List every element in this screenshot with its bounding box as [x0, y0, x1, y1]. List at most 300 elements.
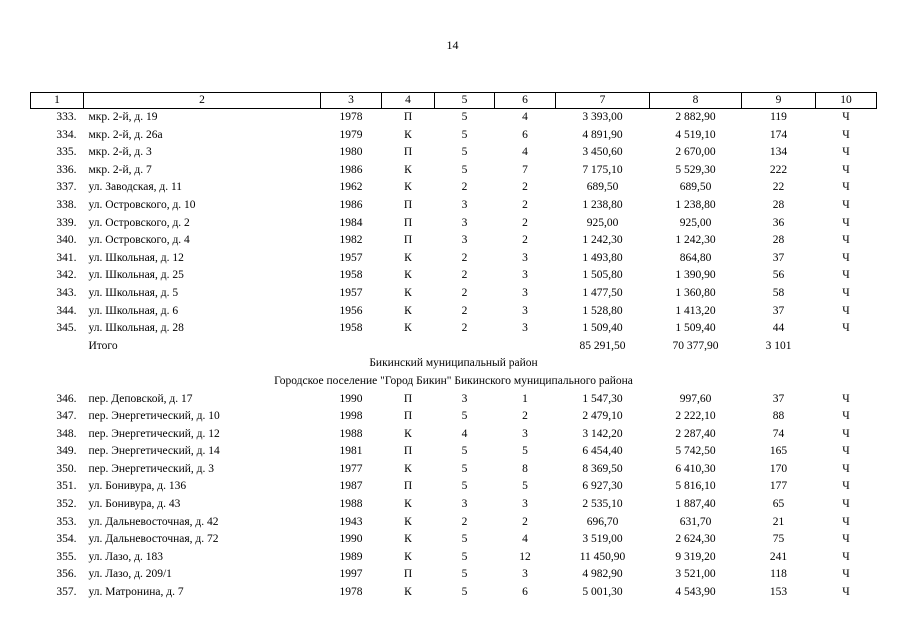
- row-address: пер. Деповской, д. 17: [88, 392, 193, 405]
- row-total-area: 3 142,20: [582, 427, 623, 440]
- row-number: 341.: [56, 251, 77, 264]
- row-entrances: 3: [522, 322, 528, 335]
- row-address: мкр. 2-й, д. 7: [88, 163, 152, 176]
- row-address: пер. Энергетический, д. 3: [88, 462, 214, 475]
- row-floors: 2: [461, 181, 468, 194]
- column-number-header: [31, 93, 877, 109]
- row-residents: 170: [769, 462, 788, 475]
- row-entrances: 6: [522, 128, 528, 141]
- row-floors: 5: [461, 533, 468, 546]
- table-row: [31, 461, 877, 479]
- row-floors: 2: [461, 251, 468, 264]
- row-residents: 21: [772, 515, 785, 528]
- row-wall-material: К: [404, 427, 412, 440]
- header-col-6: 6: [495, 93, 556, 109]
- row-year-built: 1986: [339, 198, 363, 211]
- row-number: 352.: [56, 498, 77, 511]
- row-address: ул. Лазо, д. 209/1: [88, 568, 172, 581]
- row-floors: 2: [461, 304, 468, 317]
- row-year-built: 1956: [339, 304, 363, 317]
- row-living-area: 5 742,50: [675, 445, 716, 458]
- row-wall-material: К: [404, 304, 412, 317]
- row-floors: 5: [461, 163, 468, 176]
- total-row: [31, 338, 877, 356]
- row-total-area: 6 454,40: [582, 445, 623, 458]
- row-residents: 56: [772, 269, 785, 282]
- row-total-area: 7 175,10: [582, 163, 623, 176]
- table-row: [31, 549, 877, 567]
- table-body-previous-district: [31, 109, 877, 338]
- row-year-built: 1958: [339, 269, 363, 282]
- row-type-code: Ч: [842, 427, 850, 440]
- row-living-area: 1 413,20: [675, 304, 716, 317]
- row-residents: 119: [770, 111, 787, 123]
- table-row: [31, 215, 877, 233]
- table-row: [31, 285, 877, 303]
- row-residents: 44: [772, 322, 785, 335]
- row-total-area: 1 528,80: [582, 304, 623, 317]
- row-year-built: 1987: [339, 480, 363, 493]
- row-number: 351.: [56, 480, 77, 493]
- row-living-area: 1 238,80: [675, 198, 716, 211]
- row-total-area: 11 450,90: [579, 550, 626, 563]
- row-address: ул. Школьная, д. 28: [88, 322, 184, 335]
- row-living-area: 1 887,40: [675, 498, 716, 511]
- district-title-row: [31, 355, 877, 373]
- row-wall-material: П: [403, 480, 413, 493]
- row-year-built: 1979: [339, 128, 363, 141]
- row-address: пер. Энергетический, д. 12: [88, 427, 220, 440]
- row-floors: 3: [461, 198, 468, 211]
- table-body-bikin-district: [31, 391, 877, 602]
- header-col-10: 10: [816, 93, 877, 109]
- row-entrances: 5: [522, 445, 528, 458]
- row-number: 356.: [56, 568, 77, 581]
- row-number: 354.: [56, 533, 77, 546]
- row-number: 335.: [56, 146, 77, 159]
- header-col-4: 4: [382, 93, 435, 109]
- row-number: 344.: [56, 304, 77, 317]
- table-row: [31, 514, 877, 532]
- row-year-built: 1962: [339, 181, 363, 194]
- row-wall-material: К: [404, 533, 412, 546]
- row-residents: 88: [772, 410, 785, 423]
- row-floors: 2: [461, 322, 468, 335]
- header-col-7: 7: [556, 93, 650, 109]
- row-type-code: Ч: [842, 322, 850, 335]
- row-total-area: 8 369,50: [582, 462, 623, 475]
- row-entrances: 7: [522, 163, 528, 176]
- row-entrances: 3: [522, 269, 528, 282]
- row-entrances: 4: [522, 533, 528, 546]
- row-number: 338.: [56, 198, 77, 211]
- row-residents: 165: [769, 445, 788, 458]
- row-residents: 28: [772, 198, 785, 211]
- row-total-area: 2 535,10: [582, 498, 623, 511]
- row-type-code: Ч: [842, 234, 850, 247]
- row-year-built: 1990: [339, 533, 363, 546]
- row-address: ул. Дальневосточная, д. 72: [88, 533, 219, 546]
- row-floors: 5: [461, 128, 468, 141]
- row-year-built: 1981: [339, 445, 363, 458]
- row-total-area: 3 450,60: [582, 146, 623, 159]
- table-row: [31, 144, 877, 162]
- row-living-area: 864,80: [679, 251, 712, 264]
- row-wall-material: К: [404, 322, 412, 335]
- row-wall-material: П: [403, 234, 413, 247]
- header-col-2: 2: [84, 93, 321, 109]
- row-entrances: 6: [522, 586, 528, 599]
- row-wall-material: П: [403, 445, 413, 458]
- row-entrances: 2: [522, 410, 528, 423]
- row-living-area: 631,70: [679, 515, 712, 528]
- row-number: 348.: [56, 427, 77, 440]
- table-row: [31, 496, 877, 514]
- table-row: [31, 109, 877, 127]
- row-living-area: 2 670,00: [675, 146, 716, 159]
- row-address: мкр. 2-й, д. 19: [88, 111, 158, 123]
- row-address: ул. Школьная, д. 5: [88, 286, 179, 299]
- row-living-area: 2 624,30: [675, 533, 716, 546]
- row-number: 355.: [56, 550, 77, 563]
- table-row: [31, 267, 877, 285]
- row-wall-material: П: [403, 146, 413, 159]
- total-empty-cell: [435, 338, 495, 356]
- row-total-area: 696,70: [586, 515, 619, 528]
- row-floors: 3: [461, 392, 468, 405]
- row-living-area: 5 816,10: [675, 480, 716, 493]
- row-entrances: 2: [522, 515, 528, 528]
- row-residents: 37: [772, 304, 785, 317]
- row-entrances: 4: [522, 146, 528, 159]
- row-year-built: 1984: [339, 216, 363, 229]
- row-total-area: 6 927,30: [582, 480, 623, 493]
- row-total-area: 3 519,00: [582, 533, 623, 546]
- total-empty-cell: [816, 338, 877, 356]
- row-type-code: Ч: [842, 128, 850, 141]
- total-empty-cell: [321, 338, 382, 356]
- total-area-sum: 85 291,50: [579, 339, 626, 352]
- row-entrances: 3: [522, 427, 528, 440]
- row-wall-material: П: [403, 392, 413, 405]
- row-number: 347.: [56, 410, 77, 423]
- header-col-1: 1: [31, 93, 84, 109]
- table-row: [31, 391, 877, 409]
- table-row: [31, 232, 877, 250]
- row-wall-material: К: [404, 163, 412, 176]
- row-living-area: 2 882,90: [675, 111, 716, 123]
- table-row: [31, 162, 877, 180]
- row-year-built: 1982: [339, 234, 363, 247]
- row-total-area: 689,50: [586, 181, 619, 194]
- row-year-built: 1988: [339, 427, 363, 440]
- row-floors: 5: [461, 462, 468, 475]
- row-residents: 75: [772, 533, 785, 546]
- row-residents: 222: [769, 163, 788, 176]
- row-address: ул. Школьная, д. 25: [88, 269, 184, 282]
- row-year-built: 1977: [339, 462, 363, 475]
- table-row: [31, 426, 877, 444]
- table-row: [31, 531, 877, 549]
- housing-registry-table: [30, 92, 877, 602]
- row-residents: 74: [772, 427, 785, 440]
- row-year-built: 1958: [339, 322, 363, 335]
- district-title: Бикинский муниципальный район: [369, 357, 538, 370]
- row-address: ул. Заводская, д. 11: [88, 181, 183, 194]
- row-living-area: 1 390,90: [675, 269, 716, 282]
- row-floors: 5: [461, 445, 468, 458]
- row-address: ул. Дальневосточная, д. 42: [88, 515, 219, 528]
- row-total-area: 1 242,30: [582, 234, 623, 247]
- row-residents: 118: [770, 568, 787, 581]
- row-type-code: Ч: [842, 111, 850, 123]
- row-total-area: 1 238,80: [582, 198, 623, 211]
- row-year-built: 1943: [339, 515, 363, 528]
- table-row: [31, 303, 877, 321]
- row-floors: 5: [461, 568, 468, 581]
- row-entrances: 4: [522, 111, 528, 123]
- row-floors: 3: [461, 216, 468, 229]
- row-address: пер. Энергетический, д. 14: [88, 445, 220, 458]
- row-living-area: 9 319,20: [675, 550, 716, 563]
- row-residents: 58: [772, 286, 785, 299]
- row-address: пер. Энергетический, д. 10: [88, 410, 220, 423]
- row-type-code: Ч: [842, 410, 850, 423]
- row-address: ул. Лазо, д. 183: [88, 550, 163, 563]
- row-number: 337.: [56, 181, 77, 194]
- row-address: мкр. 2-й, д. 26а: [88, 128, 163, 141]
- row-type-code: Ч: [842, 163, 850, 176]
- row-living-area: 1 509,40: [675, 322, 716, 335]
- row-entrances: 5: [522, 480, 528, 493]
- row-entrances: 1: [522, 392, 528, 405]
- table-row: [31, 443, 877, 461]
- row-year-built: 1989: [339, 550, 363, 563]
- row-floors: 2: [461, 269, 468, 282]
- row-type-code: Ч: [842, 462, 850, 475]
- row-residents: 65: [772, 498, 785, 511]
- row-wall-material: К: [404, 462, 412, 475]
- row-total-area: 1 477,50: [582, 286, 623, 299]
- row-total-area: 3 393,00: [582, 111, 623, 123]
- row-address: ул. Школьная, д. 6: [88, 304, 179, 317]
- header-col-8: 8: [650, 93, 742, 109]
- row-address: ул. Островского, д. 10: [88, 198, 196, 211]
- row-residents: 22: [772, 181, 785, 194]
- row-total-area: 1 505,80: [582, 269, 623, 282]
- row-entrances: 3: [522, 498, 528, 511]
- page-number: 14: [446, 38, 459, 52]
- row-residents: 36: [772, 216, 785, 229]
- table-row: [31, 408, 877, 426]
- row-residents: 37: [772, 392, 785, 405]
- row-living-area: 2 222,10: [675, 410, 716, 423]
- row-type-code: Ч: [842, 269, 850, 282]
- row-total-area: 1 547,30: [582, 392, 623, 405]
- row-floors: 5: [461, 410, 468, 423]
- row-address: ул. Бонивура, д. 43: [88, 498, 181, 511]
- row-floors: 3: [461, 498, 468, 511]
- row-entrances: 3: [522, 568, 528, 581]
- row-wall-material: К: [404, 128, 412, 141]
- row-number: 343.: [56, 286, 77, 299]
- table-row: [31, 197, 877, 215]
- row-living-area: 925,00: [679, 216, 712, 229]
- row-floors: 2: [461, 286, 468, 299]
- table-row: [31, 127, 877, 145]
- row-total-area: 4 891,90: [582, 128, 623, 141]
- row-type-code: Ч: [842, 445, 850, 458]
- row-entrances: 2: [522, 181, 528, 194]
- header-col-9: 9: [742, 93, 816, 109]
- row-address: ул. Матронина, д. 7: [88, 586, 184, 599]
- row-total-area: 2 479,10: [582, 410, 623, 423]
- header-col-3: 3: [321, 93, 382, 109]
- row-wall-material: К: [404, 515, 412, 528]
- header-col-5: 5: [435, 93, 495, 109]
- row-type-code: Ч: [842, 480, 850, 493]
- table-row: [31, 478, 877, 496]
- row-floors: 5: [461, 586, 468, 599]
- row-year-built: 1997: [339, 568, 363, 581]
- row-year-built: 1988: [339, 498, 363, 511]
- table-row: [31, 320, 877, 338]
- row-year-built: 1980: [339, 146, 363, 159]
- row-year-built: 1957: [339, 251, 363, 264]
- row-total-area: 4 982,90: [582, 568, 623, 581]
- row-wall-material: К: [404, 286, 412, 299]
- row-wall-material: К: [404, 269, 412, 282]
- row-type-code: Ч: [842, 181, 850, 194]
- row-residents: 241: [769, 550, 788, 563]
- row-number: 345.: [56, 322, 77, 335]
- row-entrances: 8: [522, 462, 528, 475]
- total-empty-cell: [31, 338, 84, 356]
- row-total-area: 1 509,40: [582, 322, 623, 335]
- row-number: 342.: [56, 269, 77, 282]
- row-type-code: Ч: [842, 198, 850, 211]
- row-number: 333.: [56, 111, 77, 123]
- row-entrances: 2: [522, 234, 528, 247]
- row-wall-material: К: [404, 498, 412, 511]
- row-floors: 5: [461, 111, 468, 123]
- row-residents: 37: [772, 251, 785, 264]
- row-number: 339.: [56, 216, 77, 229]
- row-type-code: Ч: [842, 216, 850, 229]
- total-empty-cell: [495, 338, 556, 356]
- row-number: 349.: [56, 445, 77, 458]
- row-total-area: 5 001,30: [582, 586, 623, 599]
- row-entrances: 12: [519, 550, 531, 563]
- row-wall-material: К: [404, 251, 412, 264]
- row-floors: 4: [461, 427, 468, 440]
- row-residents: 177: [769, 480, 788, 493]
- row-number: 334.: [56, 128, 77, 141]
- table-row: [31, 179, 877, 197]
- total-residents-sum: 3 101: [765, 339, 792, 352]
- row-entrances: 2: [522, 198, 528, 211]
- row-entrances: 3: [522, 251, 528, 264]
- total-section: [31, 338, 877, 391]
- total-empty-cell: [382, 338, 435, 356]
- row-type-code: Ч: [842, 286, 850, 299]
- row-entrances: 3: [522, 286, 528, 299]
- row-address: ул. Островского, д. 4: [88, 234, 190, 247]
- row-wall-material: К: [404, 181, 412, 194]
- row-wall-material: П: [403, 410, 413, 423]
- row-living-area: 5 529,30: [675, 163, 716, 176]
- row-type-code: Ч: [842, 304, 850, 317]
- row-type-code: Ч: [842, 550, 850, 563]
- table-row: [31, 250, 877, 268]
- row-year-built: 1986: [339, 163, 363, 176]
- total-label: Итого: [88, 339, 118, 352]
- row-wall-material: П: [403, 198, 413, 211]
- row-number: 357.: [56, 586, 77, 599]
- row-type-code: Ч: [842, 568, 850, 581]
- row-number: 350.: [56, 462, 77, 475]
- settlement-title: Городское поселение "Город Бикин" Бикинского муниципального района: [274, 374, 633, 387]
- row-address: мкр. 2-й, д. 3: [88, 146, 152, 159]
- row-living-area: 1 360,80: [675, 286, 716, 299]
- header-row: [31, 93, 877, 109]
- row-number: 346.: [56, 392, 77, 405]
- row-floors: 5: [461, 480, 468, 493]
- row-type-code: Ч: [842, 515, 850, 528]
- row-year-built: 1990: [339, 392, 363, 405]
- row-living-area: 689,50: [679, 181, 712, 194]
- row-residents: 28: [772, 234, 785, 247]
- row-year-built: 1998: [339, 410, 363, 423]
- row-wall-material: П: [403, 111, 413, 123]
- row-total-area: 925,00: [586, 216, 619, 229]
- row-floors: 5: [461, 550, 468, 563]
- row-living-area: 997,60: [679, 392, 712, 405]
- row-entrances: 3: [522, 304, 528, 317]
- row-living-area: 1 242,30: [675, 234, 716, 247]
- total-living-area-sum: 70 377,90: [672, 339, 719, 352]
- row-address: ул. Бонивура, д. 136: [88, 480, 187, 493]
- row-residents: 134: [769, 146, 788, 159]
- row-number: 340.: [56, 234, 77, 247]
- row-wall-material: П: [403, 216, 413, 229]
- row-living-area: 2 287,40: [675, 427, 716, 440]
- row-residents: 153: [769, 586, 788, 599]
- row-type-code: Ч: [842, 251, 850, 264]
- row-type-code: Ч: [842, 392, 850, 405]
- settlement-title-row: [31, 373, 877, 391]
- row-living-area: 3 521,00: [675, 568, 716, 581]
- row-type-code: Ч: [842, 146, 850, 159]
- row-year-built: 1978: [339, 586, 363, 599]
- row-address: ул. Островского, д. 2: [88, 216, 190, 229]
- table-row: [31, 566, 877, 584]
- table-row: [31, 584, 877, 602]
- row-year-built: 1978: [339, 111, 363, 123]
- row-type-code: Ч: [842, 533, 850, 546]
- row-year-built: 1957: [339, 286, 363, 299]
- row-wall-material: П: [403, 568, 413, 581]
- row-type-code: Ч: [842, 586, 850, 599]
- row-total-area: 1 493,80: [582, 251, 623, 264]
- row-floors: 2: [461, 515, 468, 528]
- row-type-code: Ч: [842, 498, 850, 511]
- row-floors: 5: [461, 146, 468, 159]
- row-floors: 3: [461, 234, 468, 247]
- row-living-area: 6 410,30: [675, 462, 716, 475]
- row-residents: 174: [769, 128, 788, 141]
- row-living-area: 4 519,10: [675, 128, 716, 141]
